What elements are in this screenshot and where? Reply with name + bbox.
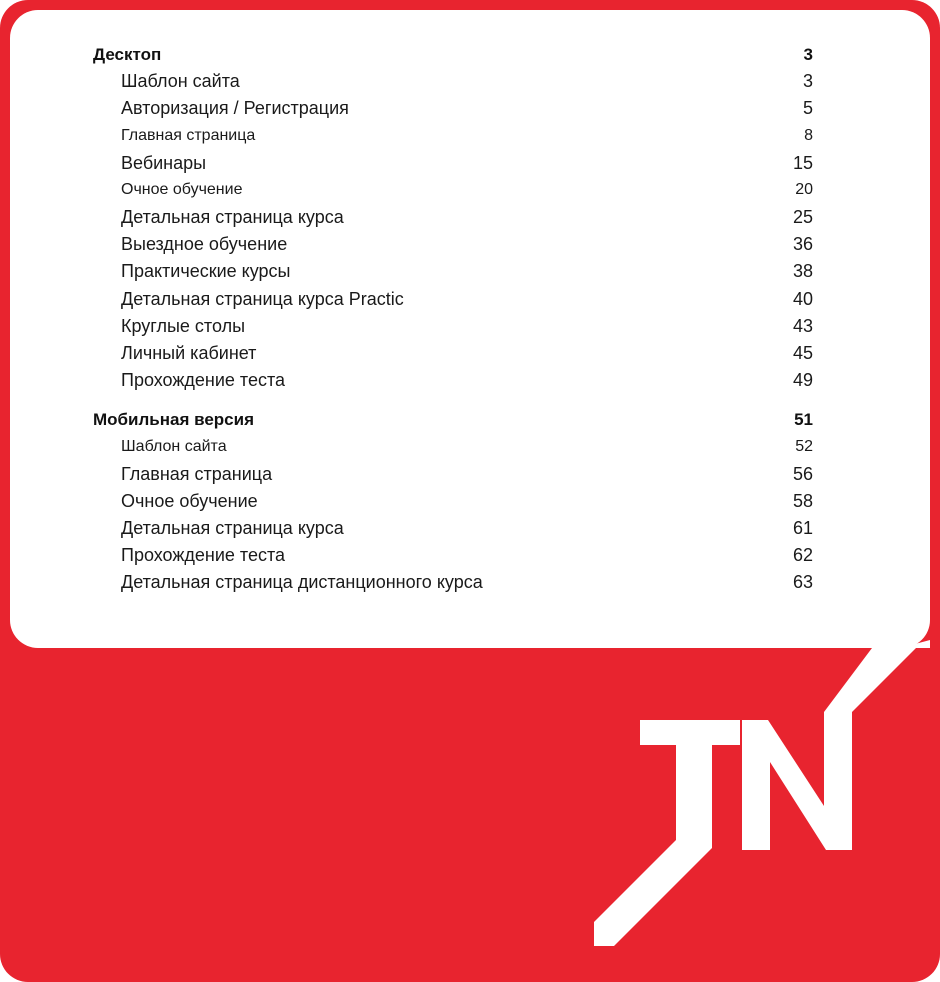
toc-section-heading[interactable]	[93, 41, 813, 68]
toc-item[interactable]	[93, 204, 813, 231]
toc-item[interactable]	[93, 177, 813, 204]
toc-item-label: Вебинары	[121, 152, 207, 173]
toc-section-heading[interactable]	[93, 406, 813, 433]
toc-item-label: Личный кабинет	[121, 342, 257, 363]
toc-item[interactable]	[93, 150, 813, 177]
toc-item-page: 43	[792, 315, 813, 336]
toc-item-page: 58	[792, 490, 813, 511]
toc-item-page: 49	[792, 370, 813, 391]
toc-item-page: 3	[802, 71, 813, 92]
toc-item-page: 52	[795, 437, 813, 455]
toc-item[interactable]	[93, 367, 813, 394]
toc-item-label: Детальная страница курса	[121, 207, 344, 228]
toc-item-label: Очное обучение	[121, 490, 258, 511]
toc-section-page: 3	[803, 44, 813, 64]
toc-section-page: 51	[794, 409, 813, 429]
toc-item-page: 20	[795, 181, 813, 199]
toc-item-label: Очное обучение	[121, 181, 243, 199]
toc-item-page: 56	[792, 463, 813, 484]
toc-item-label: Детальная страница курса Practic	[121, 288, 404, 309]
toc-section-title: Десктоп	[93, 44, 162, 64]
toc-item-label: Главная страница	[121, 463, 273, 484]
toc-item-label: Круглые столы	[121, 315, 246, 336]
toc-item[interactable]	[93, 122, 813, 149]
toc-item-page: 8	[804, 126, 813, 144]
toc-item[interactable]	[93, 286, 813, 313]
toc-item[interactable]	[93, 488, 813, 515]
toc-item[interactable]	[93, 68, 813, 95]
toc-item-label: Практические курсы	[121, 261, 291, 282]
table-of-contents	[93, 41, 813, 596]
toc-item-page: 40	[792, 288, 813, 309]
toc-item-page: 63	[792, 572, 813, 593]
toc-item[interactable]	[93, 569, 813, 596]
toc-item[interactable]	[93, 542, 813, 569]
toc-item[interactable]	[93, 258, 813, 285]
toc-section-title: Мобильная версия	[93, 409, 255, 429]
toc-item-label: Выездное обучение	[121, 234, 288, 255]
toc-item-label: Прохождение теста	[121, 545, 286, 566]
toc-item-page: 45	[792, 342, 813, 363]
toc-item[interactable]	[93, 340, 813, 367]
toc-item-page: 25	[792, 207, 813, 228]
toc-item-label: Главная страница	[121, 126, 256, 144]
toc-item-page: 62	[792, 545, 813, 566]
toc-item-label: Шаблон сайта	[121, 437, 227, 455]
toc-item[interactable]	[93, 460, 813, 487]
toc-item-label: Детальная страница дистанционного курса	[121, 572, 483, 593]
toc-item[interactable]	[93, 515, 813, 542]
toc-item-page: 5	[802, 98, 813, 119]
toc-item[interactable]	[93, 231, 813, 258]
toc-item-label: Детальная страница курса	[121, 517, 344, 538]
toc-item[interactable]	[93, 433, 813, 460]
toc-item-page: 38	[792, 261, 813, 282]
toc-item-page: 15	[792, 152, 813, 173]
toc-item-label: Авторизация / Регистрация	[121, 98, 349, 119]
toc-item-label: Шаблон сайта	[121, 71, 240, 92]
toc-item-page: 36	[792, 234, 813, 255]
toc-item-label: Прохождение теста	[121, 370, 286, 391]
toc-item-page: 61	[792, 517, 813, 538]
toc-item[interactable]	[93, 313, 813, 340]
toc-item[interactable]	[93, 95, 813, 122]
